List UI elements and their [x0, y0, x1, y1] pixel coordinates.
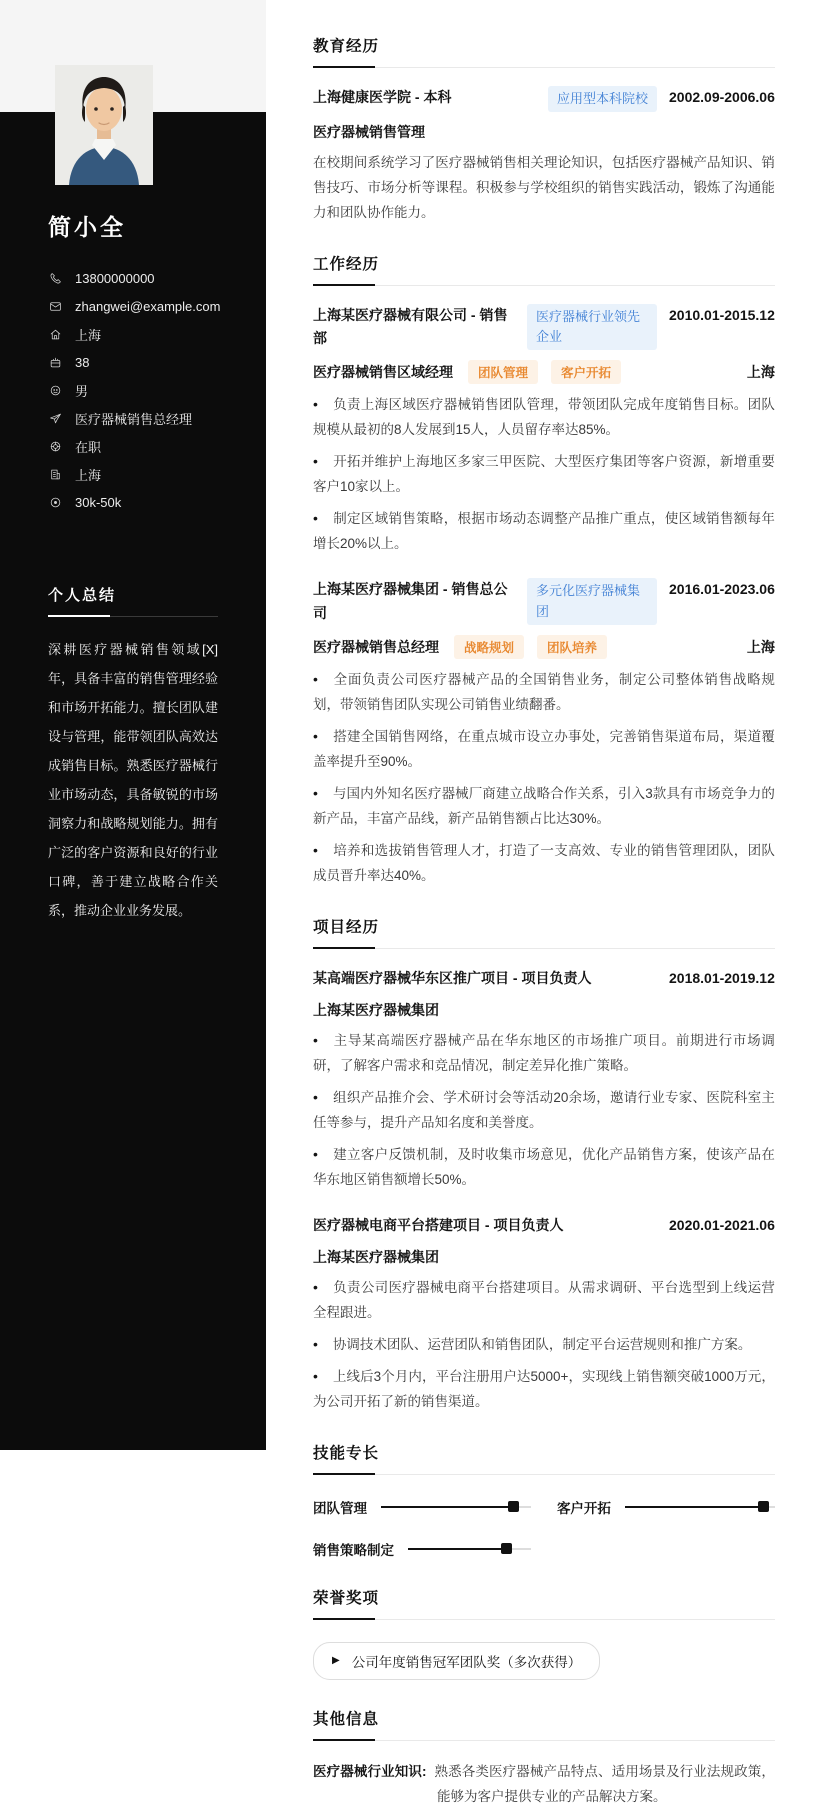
section-title-skills: 技能专长	[313, 1441, 775, 1475]
school-tag: 应用型本科院校	[548, 86, 657, 112]
project-name: 某高端医疗器械华东区推广项目 - 项目负责人	[313, 969, 592, 986]
contact-value: 医疗器械销售总经理	[75, 411, 193, 427]
skills-grid	[313, 1497, 775, 1559]
gender-icon	[48, 383, 62, 397]
work-bullet: • 制定区域销售策略，根据市场动态调整产品推广重点，使区域销售额每年增长20%以上。	[313, 506, 775, 556]
work-location: 上海	[746, 638, 775, 655]
section-projects	[313, 915, 775, 1414]
phone-icon	[48, 271, 62, 285]
education-period: 2002.09-2006.06	[669, 89, 775, 105]
project-bullet: • 上线后3个月内，平台注册用户达5000+，实现线上销售额突破1000万元，为公司开拓了新的销售渠道。	[313, 1364, 775, 1414]
summary-section-title: 个人总结	[48, 584, 218, 617]
section-work	[313, 252, 775, 888]
contact-gender	[48, 376, 218, 404]
slider-fill	[408, 1548, 506, 1550]
company-name: 上海某医疗器械集团 - 销售总公司	[313, 581, 508, 621]
salary-icon	[48, 495, 62, 509]
project-bullets	[313, 1275, 775, 1414]
project-bullets	[313, 1028, 775, 1192]
contact-value: zhangwei@example.com	[75, 298, 221, 314]
candidate-name: 简小全	[48, 214, 126, 240]
other-info-label: 医疗器械行业知识:	[313, 1763, 427, 1779]
skill-name: 销售策略制定	[313, 1542, 394, 1558]
project-entry	[313, 967, 775, 1192]
work-bullets	[313, 667, 775, 888]
company-name: 上海某医疗器械有限公司 - 销售部	[313, 307, 508, 347]
contact-value: 男	[75, 383, 89, 399]
portrait-image	[55, 65, 153, 185]
contact-job-title	[48, 404, 218, 432]
slider-knob	[501, 1543, 512, 1554]
contact-location	[48, 320, 218, 348]
contact-age	[48, 348, 218, 376]
contact-value: 在职	[75, 439, 102, 455]
work-bullet: • 负责上海区域医疗器械销售团队管理，带领团队完成年度销售目标。团队规模从最初的8人发展到15人，人员留存率达85%。	[313, 392, 775, 442]
section-title-other: 其他信息	[313, 1707, 775, 1741]
school-name: 上海健康医学院 - 本科	[313, 89, 452, 105]
work-bullet: • 培养和选拔销售管理人才，打造了一支高效、专业的销售管理团队，团队成员晋升率达40%。	[313, 838, 775, 888]
role-tags	[454, 635, 607, 659]
role-name: 医疗器械销售区域经理	[313, 364, 453, 381]
project-bullet: • 主导某高端医疗器械产品在华东地区的市场推广项目。前期进行市场调研，了解客户需求和竞品情况，制定差异化推广策略。	[313, 1028, 775, 1078]
project-bullet: • 组织产品推介会、学术研讨会等活动20余场，邀请行业专家、医院科室主任等参与，提升产品知名度和美誉度。	[313, 1085, 775, 1135]
company-tag: 多元化医疗器械集团	[527, 578, 657, 624]
resume-main	[266, 0, 826, 1804]
skill-name: 团队管理	[313, 1500, 367, 1516]
job-status-icon	[48, 439, 62, 453]
section-education	[313, 34, 775, 225]
other-info-text: 熟悉各类医疗器械产品特点、适用场景及行业法规政策，能够为客户提供专业的产品解决方案。	[434, 1763, 775, 1804]
skill-item	[313, 1539, 531, 1559]
section-title-honors: 荣誉奖项	[313, 1586, 775, 1620]
section-title-work: 工作经历	[313, 252, 775, 286]
play-icon: ▶	[332, 1655, 340, 1667]
email-icon	[48, 299, 62, 313]
contact-list	[48, 264, 221, 516]
work-bullets	[313, 392, 775, 556]
skill-item	[557, 1497, 775, 1517]
contact-value: 38	[75, 354, 90, 370]
skill-slider	[625, 1501, 775, 1513]
contact-phone	[48, 264, 218, 292]
contact-value: 上海	[75, 327, 102, 343]
company-tag: 医疗器械行业领先企业	[527, 304, 657, 350]
contact-work-city	[48, 460, 218, 488]
project-org: 上海某医疗器械集团	[313, 1248, 439, 1265]
project-period: 2018.01-2019.12	[669, 969, 775, 986]
education-major: 医疗器械销售管理	[313, 124, 425, 141]
slider-fill	[381, 1506, 513, 1508]
role-tag: 战略规划	[454, 635, 524, 659]
project-bullet: • 协调技术团队、运营团队和销售团队，制定平台运营规则和推广方案。	[313, 1332, 775, 1357]
profile-photo	[55, 65, 153, 185]
work-period: 2010.01-2015.12	[669, 307, 775, 324]
sidebar	[0, 0, 266, 1450]
project-period: 2020.01-2021.06	[669, 1216, 775, 1233]
contact-email	[48, 292, 221, 320]
section-title-education: 教育经历	[313, 34, 775, 68]
section-honors	[313, 1586, 775, 1680]
work-bullet: • 全面负责公司医疗器械产品的全国销售业务，制定公司整体销售战略规划，带领销售团队实现公司销售业绩翻番。	[313, 667, 775, 717]
home-icon	[48, 327, 62, 341]
job-title-icon	[48, 411, 62, 425]
slider-knob	[508, 1501, 519, 1512]
honor-award-button[interactable]	[313, 1642, 600, 1680]
contact-value: 13800000000	[75, 270, 155, 286]
section-other	[313, 1707, 775, 1809]
work-bullet: • 搭建全国销售网络，在重点城市设立办事处，完善销售渠道布局，渠道覆盖率提升至90%。	[313, 724, 775, 774]
other-info-item	[313, 1759, 775, 1809]
work-entry	[313, 578, 775, 887]
project-bullet: • 负责公司医疗器械电商平台搭建项目。从需求调研、平台选型到上线运营全程跟进。	[313, 1275, 775, 1325]
honor-award-label: 公司年度销售冠军团队奖（多次获得）	[351, 1654, 582, 1670]
project-name: 医疗器械电商平台搭建项目 - 项目负责人	[313, 1216, 564, 1233]
skill-item	[313, 1497, 531, 1517]
work-period: 2016.01-2023.06	[669, 581, 775, 598]
role-tag: 团队培养	[537, 635, 607, 659]
contact-value: 30k-50k	[75, 494, 122, 510]
role-tags	[468, 360, 621, 384]
work-bullet: • 开拓并维护上海地区多家三甲医院、大型医疗集团等客户资源，新增重要客户10家以上。	[313, 449, 775, 499]
project-entry	[313, 1214, 775, 1414]
summary-text: 深耕医疗器械销售领域[X]年，具备丰富的销售管理经验和市场开拓能力。擅长团队建设与管理，能带领团队高效达成销售目标。熟悉医疗器械行业市场动态，具备敏锐的市场洞察力和战略规划能力。拥有广泛的客户资源和良好的行业口碑，善于建立战略合作关系，推动企业业务发展。	[48, 642, 218, 918]
project-org: 上海某医疗器械集团	[313, 1001, 439, 1018]
skill-slider	[408, 1543, 531, 1555]
work-bullet: • 与国内外知名医疗器械厂商建立战略合作关系，引入3款具有市场竞争力的新产品，丰富产品线，新产品销售额占比达30%。	[313, 781, 775, 831]
role-tag: 团队管理	[468, 360, 538, 384]
skill-name: 客户开拓	[556, 1500, 611, 1516]
city-icon	[48, 467, 62, 481]
contact-job-status	[48, 432, 218, 460]
education-entry	[313, 86, 775, 225]
section-skills	[313, 1441, 775, 1559]
role-name: 医疗器械销售总经理	[313, 638, 439, 655]
slider-fill	[625, 1506, 763, 1508]
slider-knob	[758, 1501, 769, 1512]
contact-salary	[48, 488, 218, 516]
work-location: 上海	[746, 364, 775, 381]
education-description: 在校期间系统学习了医疗器械销售相关理论知识，包括医疗器械产品知识、销售技巧、市场分析等课程。积极参与学校组织的销售实践活动，锻炼了沟通能力和团队协作能力。	[313, 155, 775, 221]
role-tag: 客户开拓	[551, 360, 621, 384]
skill-slider	[381, 1501, 531, 1513]
project-bullet: • 建立客户反馈机制，及时收集市场意见，优化产品销售方案，使该产品在华东地区销售额增长50%。	[313, 1142, 775, 1192]
age-icon	[48, 355, 62, 369]
contact-value: 上海	[75, 467, 102, 483]
work-entry	[313, 304, 775, 556]
section-title-projects: 项目经历	[313, 915, 775, 949]
